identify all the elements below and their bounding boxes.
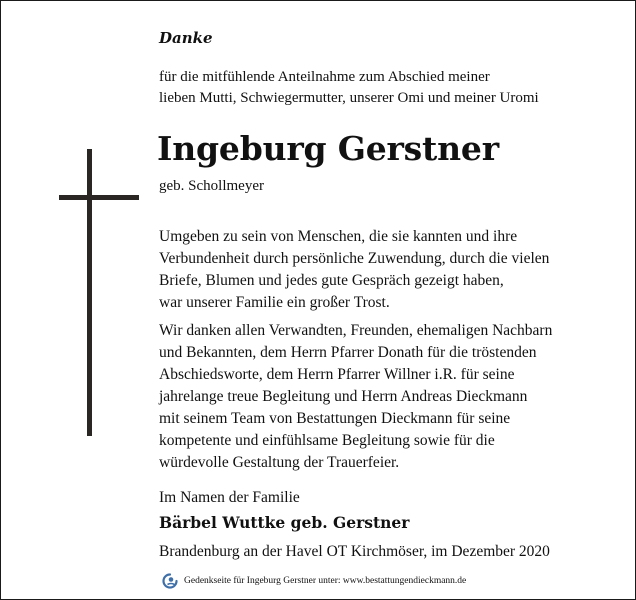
- memorial-link-text[interactable]: Gedenkseite für Ingeburg Gerstner unter: www.bestattungendieckmann.de: [184, 576, 467, 586]
- intro-line: lieben Mutti, Schwiegermutter, unserer Omi und meiner Uromi: [159, 90, 539, 106]
- paragraph-line: Verbundenheit durch persönliche Zuwendung, durch die vielen: [159, 250, 550, 267]
- family-line: Im Namen der Familie: [159, 489, 300, 506]
- birth-name: geb. Schollmeyer: [159, 178, 264, 194]
- deceased-name: Ingeburg Gerstner: [157, 129, 499, 168]
- paragraph-line: kompetente und einfühlsame Begleitung sowie für die: [159, 432, 495, 449]
- paragraph-line: Umgeben zu sein von Menschen, die sie kannten und ihre: [159, 228, 518, 245]
- thanks-heading: Danke: [159, 29, 213, 47]
- signer-name: Bärbel Wuttke geb. Gerstner: [159, 513, 410, 532]
- paragraph-line: Wir danken allen Verwandten, Freunden, ehemaligen Nachbarn: [159, 322, 553, 339]
- intro-line: für die mitfühlende Anteilnahme zum Abschied meiner: [159, 69, 490, 85]
- paragraph-gratitude: [159, 226, 549, 314]
- memorial-footer: [162, 573, 466, 589]
- intro-text: [159, 67, 539, 109]
- paragraph-line: würdevolle Gestaltung der Trauerfeier.: [159, 454, 400, 471]
- paragraph-thanks: [159, 320, 552, 474]
- paragraph-line: war unserer Familie ein großer Trost.: [159, 294, 390, 311]
- paragraph-line: Briefe, Blumen und jedes gute Gespräch gezeigt haben,: [159, 272, 504, 289]
- paragraph-line: mit seinem Team von Bestattungen Dieckmann für seine: [159, 410, 511, 427]
- paragraph-line: Abschiedsworte, dem Herrn Pfarrer Willner i.R. für seine: [159, 366, 515, 383]
- paragraph-line: und Bekannten, dem Herrn Pfarrer Donath für die tröstenden: [159, 344, 537, 361]
- memorial-logo-icon: [162, 573, 178, 589]
- cross-icon: [59, 149, 139, 436]
- place-date: Brandenburg an der Havel OT Kirchmöser, im Dezember 2020: [159, 543, 550, 560]
- paragraph-line: jahrelange treue Begleitung und Herrn Andreas Dieckmann: [159, 388, 528, 405]
